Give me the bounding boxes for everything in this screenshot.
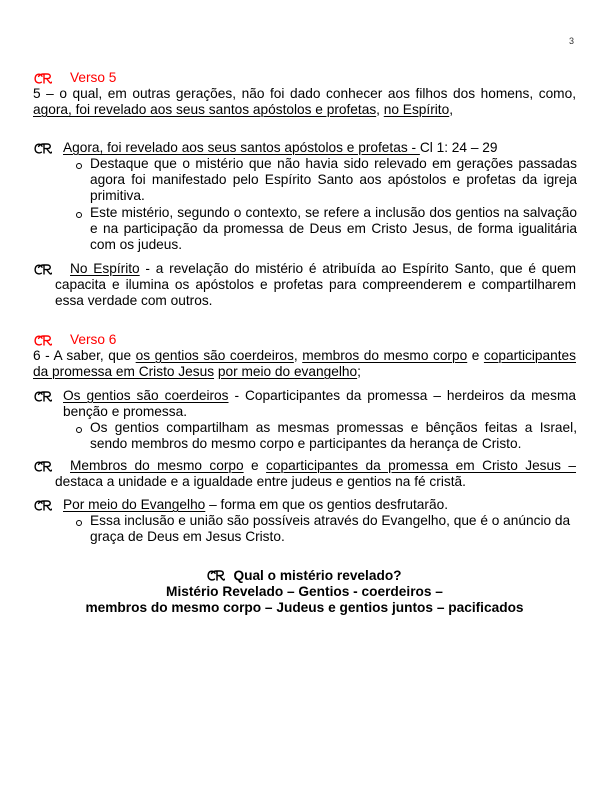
underlined-phrase: coparticipantes da promessa em Cristo Jesus – — [266, 458, 577, 473]
summary-line: membros do mesmo corpo – Judeus e gentios juntos – pacificados — [85, 600, 524, 615]
text-line: Os gentios compartilham as mesmas promessas e bênçãos feitas a Israel, — [90, 420, 577, 435]
underlined-phrase: os gentios são coerdeiros — [135, 348, 294, 363]
text-line — [33, 364, 576, 380]
summary-line: Mistério Revelado – Gentios - coerdeiros – — [166, 584, 443, 599]
bullet-point — [33, 261, 576, 309]
text-segment: - a revelação do mistério é atribuída ao Espírito Santo, que é quem — [139, 261, 577, 276]
text-line — [33, 293, 576, 309]
underlined-phrase: Agora, foi revelado aos seus santos apóstolos e profetas - — [63, 140, 420, 155]
text-line: Este mistério, segundo o contexto, se refere a inclusão dos gentios na salvação — [90, 205, 577, 220]
text-segment: essa verdade com outros. — [55, 293, 213, 308]
text-line — [33, 348, 576, 364]
text-line — [33, 497, 576, 513]
hollow-circle-icon — [76, 427, 82, 433]
ornament-icon — [207, 570, 225, 581]
ornament-icon — [34, 143, 52, 154]
text-segment: benção e promessa. — [63, 404, 188, 419]
text-segment: ; — [357, 364, 361, 379]
text-line: sendo membros do mesmo corpo e participantes da herança de Cristo. — [90, 436, 522, 451]
text-segment: e — [467, 348, 484, 363]
text-line: Essa inclusão e união são possíveis através do Evangelho, que é o anúncio da — [90, 513, 571, 528]
summary-question-line — [33, 568, 576, 584]
text-line — [33, 277, 576, 293]
verse-6-heading — [33, 332, 576, 348]
underlined-phrase: no Espírito — [383, 102, 450, 117]
underlined-phrase: coparticipantes — [483, 348, 576, 363]
ornament-icon — [34, 500, 52, 511]
underlined-phrase: No Espírito — [70, 261, 140, 276]
text-segment: 5 – o qual, em outras gerações, não foi dado conhecer aos filhos dos homens, como, — [33, 86, 576, 101]
verse-6-text — [33, 348, 576, 380]
text-line — [33, 404, 576, 420]
ornament-icon — [34, 264, 52, 275]
text-line — [33, 86, 576, 102]
text-segment: destaca a unidade e a igualdade entre judeus e gentios na fé cristã. — [55, 474, 466, 489]
text-line: Destaque que o mistério que não havia sido relevado em gerações passadas — [90, 156, 577, 171]
underlined-phrase: Os gentios são coerdeiros — [63, 388, 229, 403]
sub-bullet — [90, 513, 577, 545]
page-number: 3 — [569, 36, 575, 46]
bullet-point — [33, 388, 576, 420]
text-segment: , — [449, 102, 454, 117]
bullet-point — [33, 497, 576, 513]
underlined-phrase: membros do mesmo corpo — [302, 348, 468, 363]
underlined-phrase: Por meio do Evangelho — [63, 497, 206, 512]
verse-6-heading-label: Verso 6 — [70, 332, 117, 347]
bullet-point — [33, 140, 576, 156]
text-segment: e — [243, 458, 267, 473]
text-line: primitiva. — [90, 188, 145, 203]
hollow-circle-icon — [76, 212, 82, 218]
text-line — [33, 261, 576, 277]
summary-question: Qual o mistério revelado? — [233, 568, 402, 583]
text-segment: , — [293, 348, 303, 363]
text-line: e na participação da promessa de Deus em Cristo Jesus, de forma igualitária — [90, 221, 577, 236]
scripture-reference: Cl 1: 24 – 29 — [419, 140, 498, 155]
sub-bullet — [90, 156, 577, 204]
text-line — [33, 458, 576, 474]
underlined-phrase: da promessa em Cristo Jesus — [33, 364, 215, 379]
text-segment: , — [376, 102, 384, 117]
verse-5-heading-label: Verso 5 — [70, 70, 117, 85]
verse-5-heading — [33, 70, 576, 86]
ornament-icon — [34, 335, 52, 346]
text-segment: capacita e ilumina os apóstolos e profetas para compreenderem e compartilharem — [55, 277, 576, 292]
hollow-circle-icon — [76, 520, 82, 526]
hollow-circle-icon — [76, 163, 82, 169]
text-line — [33, 388, 576, 404]
underlined-phrase: agora, foi revelado aos seus santos apóstolos e profetas — [33, 102, 377, 117]
text-line — [33, 474, 576, 490]
underlined-phrase: Membros do mesmo corpo — [70, 458, 244, 473]
sub-bullet — [90, 205, 577, 253]
text-segment: – forma em que os gentios desfrutarão. — [205, 497, 449, 512]
text-segment: - Coparticipantes da promessa – herdeiros da mesma — [228, 388, 576, 403]
sub-bullet — [90, 420, 577, 452]
verse-5-text — [33, 86, 576, 118]
text-line: agora foi manifestado pelo Espírito Santo aos apóstolos e profetas da igreja — [90, 172, 577, 187]
summary — [33, 568, 576, 616]
ornament-icon — [34, 391, 52, 402]
text-segment: 6 - A saber, que — [33, 348, 136, 363]
underlined-phrase: por meio do evangelho — [217, 364, 358, 379]
text-line: graça de Deus em Jesus Cristo. — [90, 529, 285, 544]
ornament-icon — [34, 73, 52, 84]
text-line — [33, 102, 576, 118]
text-line: com os judeus. — [90, 237, 183, 252]
text-line — [33, 140, 576, 156]
bullet-point — [33, 458, 576, 490]
ornament-icon — [34, 461, 52, 472]
